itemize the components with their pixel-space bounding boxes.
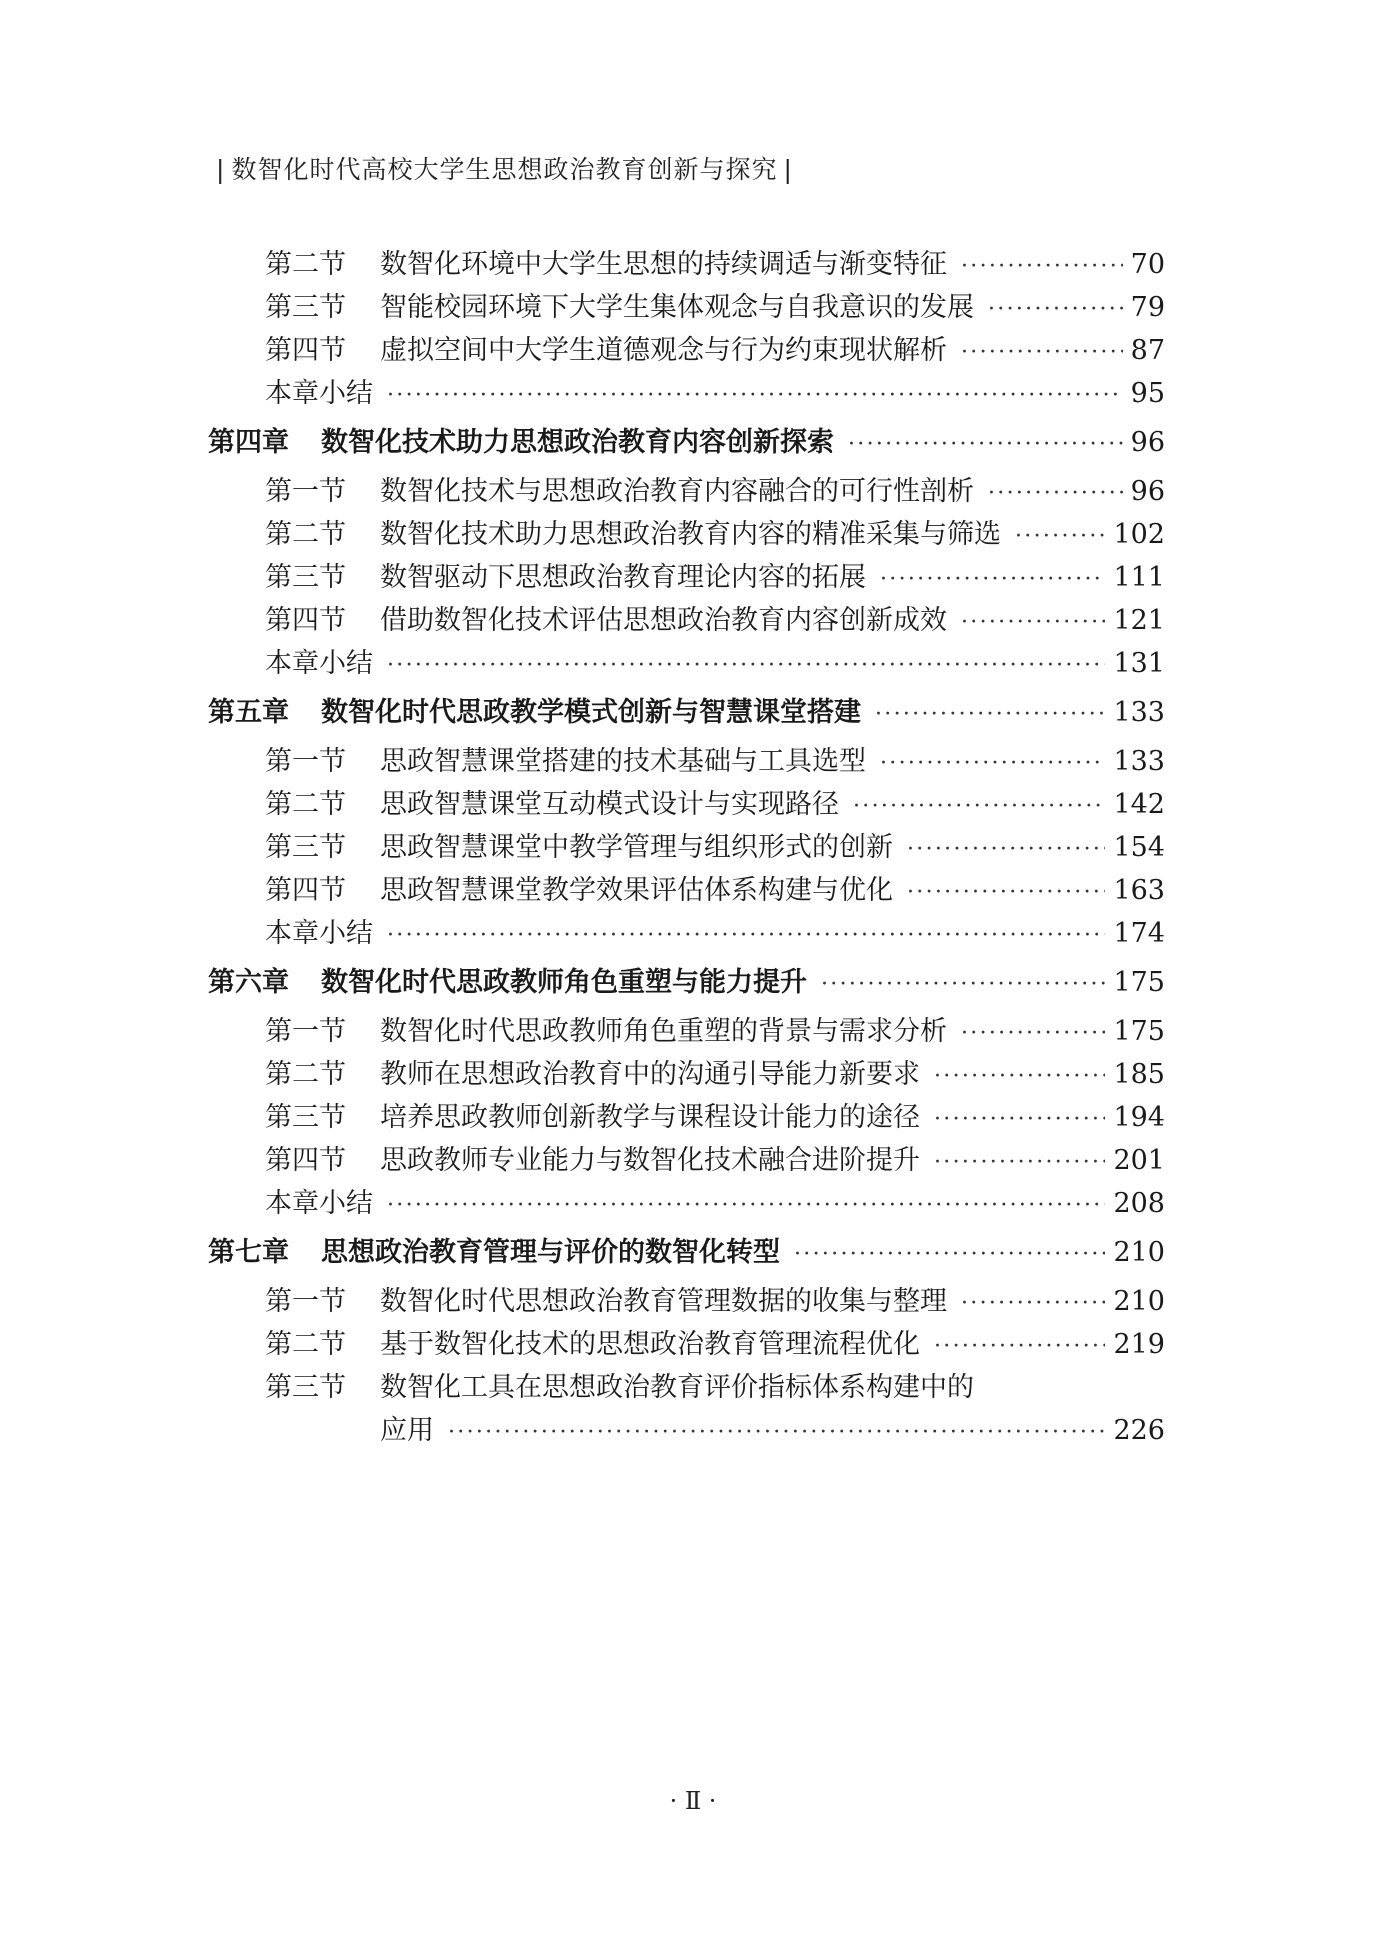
toc-section-entry bbox=[265, 742, 1165, 784]
toc-entry-number: 第二节 bbox=[265, 1059, 346, 1090]
toc-entry-number: 第四节 bbox=[265, 875, 346, 906]
toc-entry-number: 第四节 bbox=[265, 1145, 346, 1176]
toc-page-number: 185 bbox=[1113, 1059, 1165, 1090]
toc-dot-leader bbox=[934, 1057, 1105, 1097]
toc-entry-title: 虚拟空间中大学生道德观念与行为约束现状解析 bbox=[380, 335, 947, 366]
toc-dot-leader bbox=[875, 695, 1105, 735]
toc-section-entry bbox=[265, 515, 1165, 557]
toc-section-entry bbox=[265, 1282, 1165, 1324]
toc-section-entry bbox=[265, 288, 1165, 330]
toc-section-entry bbox=[265, 871, 1165, 913]
toc-entry-title: 基于数智化技术的思想政治教育管理流程优化 bbox=[380, 1329, 920, 1360]
toc-entry-title: 培养思政教师创新教学与课程设计能力的途径 bbox=[380, 1102, 920, 1133]
toc-page-number: 201 bbox=[1113, 1145, 1165, 1176]
toc-page-number: 210 bbox=[1113, 1286, 1165, 1317]
toc-dot-leader bbox=[387, 916, 1105, 956]
toc-dot-leader bbox=[934, 1143, 1105, 1183]
toc-entry-title: 思政教师专业能力与数智化技术融合进阶提升 bbox=[380, 1145, 920, 1176]
book-title: 数智化时代高校大学生思想政治教育创新与探究 bbox=[231, 155, 778, 184]
toc-entry-number: 第四节 bbox=[265, 335, 346, 366]
toc-page-number: 79 bbox=[1130, 292, 1165, 323]
toc-dot-leader bbox=[961, 603, 1105, 643]
toc-page-number: 95 bbox=[1130, 378, 1165, 409]
toc-page-number: 102 bbox=[1113, 519, 1165, 550]
toc-entry-title: 思想政治教育管理与评价的数智化转型 bbox=[321, 1237, 780, 1268]
toc-section-entry bbox=[265, 1141, 1165, 1183]
toc-entry-number: 第一节 bbox=[265, 1016, 346, 1047]
toc-page-number: 175 bbox=[1113, 967, 1165, 998]
toc-entry-number: 第七章 bbox=[208, 1237, 289, 1268]
toc-dot-leader bbox=[988, 290, 1123, 330]
toc-page-number: 226 bbox=[1113, 1415, 1165, 1446]
toc-entry-title: 数智化时代思政教学模式创新与智慧课堂搭建 bbox=[321, 697, 861, 728]
toc-page-number: 154 bbox=[1113, 832, 1165, 863]
toc-entry-number: 第四节 bbox=[265, 605, 346, 636]
toc-section-entry bbox=[265, 472, 1165, 514]
toc-entry-title: 本章小结 bbox=[265, 918, 373, 949]
toc-entry-title: 数智驱动下思想政治教育理论内容的拓展 bbox=[380, 562, 866, 593]
toc-entry-title: 智能校园环境下大学生集体观念与自我意识的发展 bbox=[380, 292, 974, 323]
toc-entry-title: 应用 bbox=[380, 1415, 434, 1446]
toc-section-entry bbox=[265, 1055, 1165, 1097]
toc-entry-title: 数智化时代思政教师角色重塑的背景与需求分析 bbox=[380, 1016, 947, 1047]
toc-dot-leader bbox=[848, 425, 1123, 465]
toc-section-entry bbox=[265, 1184, 1165, 1226]
toc-dot-leader bbox=[961, 1284, 1105, 1324]
toc-section-entry bbox=[265, 644, 1165, 686]
toc-entry-title: 数智化技术与思想政治教育内容融合的可行性剖析 bbox=[380, 476, 974, 507]
toc-entry-number: 第四章 bbox=[208, 427, 289, 458]
toc-entry-title: 教师在思想政治教育中的沟通引导能力新要求 bbox=[380, 1059, 920, 1090]
toc-dot-leader bbox=[853, 787, 1105, 827]
toc-entry-number: 第二节 bbox=[265, 1329, 346, 1360]
toc-page-number: 133 bbox=[1113, 697, 1165, 728]
toc-chapter-entry bbox=[208, 423, 1165, 465]
toc-section-entry bbox=[380, 1411, 1165, 1453]
toc-section-entry bbox=[265, 1012, 1165, 1054]
toc-section-entry bbox=[265, 601, 1165, 643]
toc-dot-leader bbox=[387, 376, 1123, 416]
toc-entry-title: 思政智慧课堂搭建的技术基础与工具选型 bbox=[380, 746, 866, 777]
toc-page-number: 208 bbox=[1113, 1188, 1165, 1219]
toc-dot-leader bbox=[387, 1186, 1105, 1226]
toc-section-entry bbox=[265, 914, 1165, 956]
toc-page-number: 131 bbox=[1113, 648, 1165, 679]
toc-entry-number: 第三节 bbox=[265, 1372, 346, 1403]
header-bar-left: | bbox=[216, 155, 226, 184]
toc-entry-number: 第三节 bbox=[265, 832, 346, 863]
toc-section-entry bbox=[265, 1098, 1165, 1140]
toc-entry-title: 思政智慧课堂中教学管理与组织形式的创新 bbox=[380, 832, 893, 863]
toc-page-number: 210 bbox=[1113, 1237, 1165, 1268]
toc-page-number: 142 bbox=[1113, 789, 1165, 820]
toc-entry-number: 第一节 bbox=[265, 476, 346, 507]
toc-entry-number: 第二节 bbox=[265, 789, 346, 820]
toc-page-number: 70 bbox=[1130, 249, 1165, 280]
toc-entry-title: 借助数智化技术评估思想政治教育内容创新成效 bbox=[380, 605, 947, 636]
toc-entry-title: 本章小结 bbox=[265, 648, 373, 679]
toc-page-number: 175 bbox=[1113, 1016, 1165, 1047]
toc-dot-leader bbox=[448, 1413, 1105, 1453]
toc-entry-number: 第五章 bbox=[208, 697, 289, 728]
toc-dot-leader bbox=[387, 646, 1105, 686]
toc-page-number: 133 bbox=[1113, 746, 1165, 777]
toc-dot-leader bbox=[821, 965, 1105, 1005]
toc-dot-leader bbox=[880, 744, 1105, 784]
toc-dot-leader bbox=[961, 247, 1123, 287]
toc-page-number: 174 bbox=[1113, 918, 1165, 949]
toc-section-entry bbox=[265, 331, 1165, 373]
toc-page-number: 96 bbox=[1130, 476, 1165, 507]
toc-dot-leader bbox=[961, 333, 1123, 373]
toc-entry-title: 数智化时代思想政治教育管理数据的收集与整理 bbox=[380, 1286, 947, 1317]
toc-chapter-entry bbox=[208, 1233, 1165, 1275]
toc-dot-leader bbox=[934, 1100, 1105, 1140]
toc-entry-number: 第三节 bbox=[265, 292, 346, 323]
toc-page-number: 96 bbox=[1130, 427, 1165, 458]
toc-entry-number: 第三节 bbox=[265, 1102, 346, 1133]
toc-dot-leader bbox=[907, 830, 1105, 870]
toc-entry-title: 数智化技术助力思想政治教育内容创新探索 bbox=[321, 427, 834, 458]
toc-dot-leader bbox=[1015, 517, 1105, 557]
toc-entry-title: 数智化环境中大学生思想的持续调适与渐变特征 bbox=[380, 249, 947, 280]
toc-entry-number: 第六章 bbox=[208, 967, 289, 998]
toc-entry-number: 第二节 bbox=[265, 519, 346, 550]
toc-page-number: 163 bbox=[1113, 875, 1165, 906]
toc-chapter-entry bbox=[208, 693, 1165, 735]
toc-section-entry bbox=[265, 1368, 1165, 1408]
toc-entry-title: 数智化时代思政教师角色重塑与能力提升 bbox=[321, 967, 807, 998]
toc-dot-leader bbox=[880, 560, 1105, 600]
toc-entry-number: 第一节 bbox=[265, 746, 346, 777]
page-number: · Ⅱ · bbox=[669, 1787, 717, 1815]
header-bar-right: | bbox=[783, 155, 793, 184]
toc-section-entry bbox=[265, 558, 1165, 600]
toc-section-entry bbox=[265, 245, 1165, 287]
toc-entry-title: 数智化工具在思想政治教育评价指标体系构建中的 bbox=[380, 1372, 974, 1403]
toc-entry-number: 第二节 bbox=[265, 249, 346, 280]
toc-entry-number: 第一节 bbox=[265, 1286, 346, 1317]
toc-dot-leader bbox=[961, 1014, 1105, 1054]
toc-page-number: 121 bbox=[1113, 605, 1165, 636]
toc-page-number: 111 bbox=[1113, 562, 1165, 593]
toc-dot-leader bbox=[907, 873, 1105, 913]
toc-section-entry bbox=[265, 785, 1165, 827]
toc-page-number: 194 bbox=[1113, 1102, 1165, 1133]
toc-entry-title: 本章小结 bbox=[265, 1188, 373, 1219]
toc-page-number: 87 bbox=[1130, 335, 1165, 366]
toc-section-entry bbox=[265, 828, 1165, 870]
toc-entry-number: 第三节 bbox=[265, 562, 346, 593]
toc-section-entry bbox=[265, 1325, 1165, 1367]
toc-dot-leader bbox=[934, 1327, 1105, 1367]
toc-entry-title: 数智化技术助力思想政治教育内容的精准采集与筛选 bbox=[380, 519, 1001, 550]
toc-entry-title: 思政智慧课堂互动模式设计与实现路径 bbox=[380, 789, 839, 820]
toc-section-entry bbox=[265, 374, 1165, 416]
toc-entry-title: 本章小结 bbox=[265, 378, 373, 409]
toc-dot-leader bbox=[794, 1235, 1105, 1275]
toc-page-number: 219 bbox=[1113, 1329, 1165, 1360]
toc-dot-leader bbox=[988, 474, 1123, 514]
toc-chapter-entry bbox=[208, 963, 1165, 1005]
running-header bbox=[210, 150, 799, 186]
toc-entry-title: 思政智慧课堂教学效果评估体系构建与优化 bbox=[380, 875, 893, 906]
